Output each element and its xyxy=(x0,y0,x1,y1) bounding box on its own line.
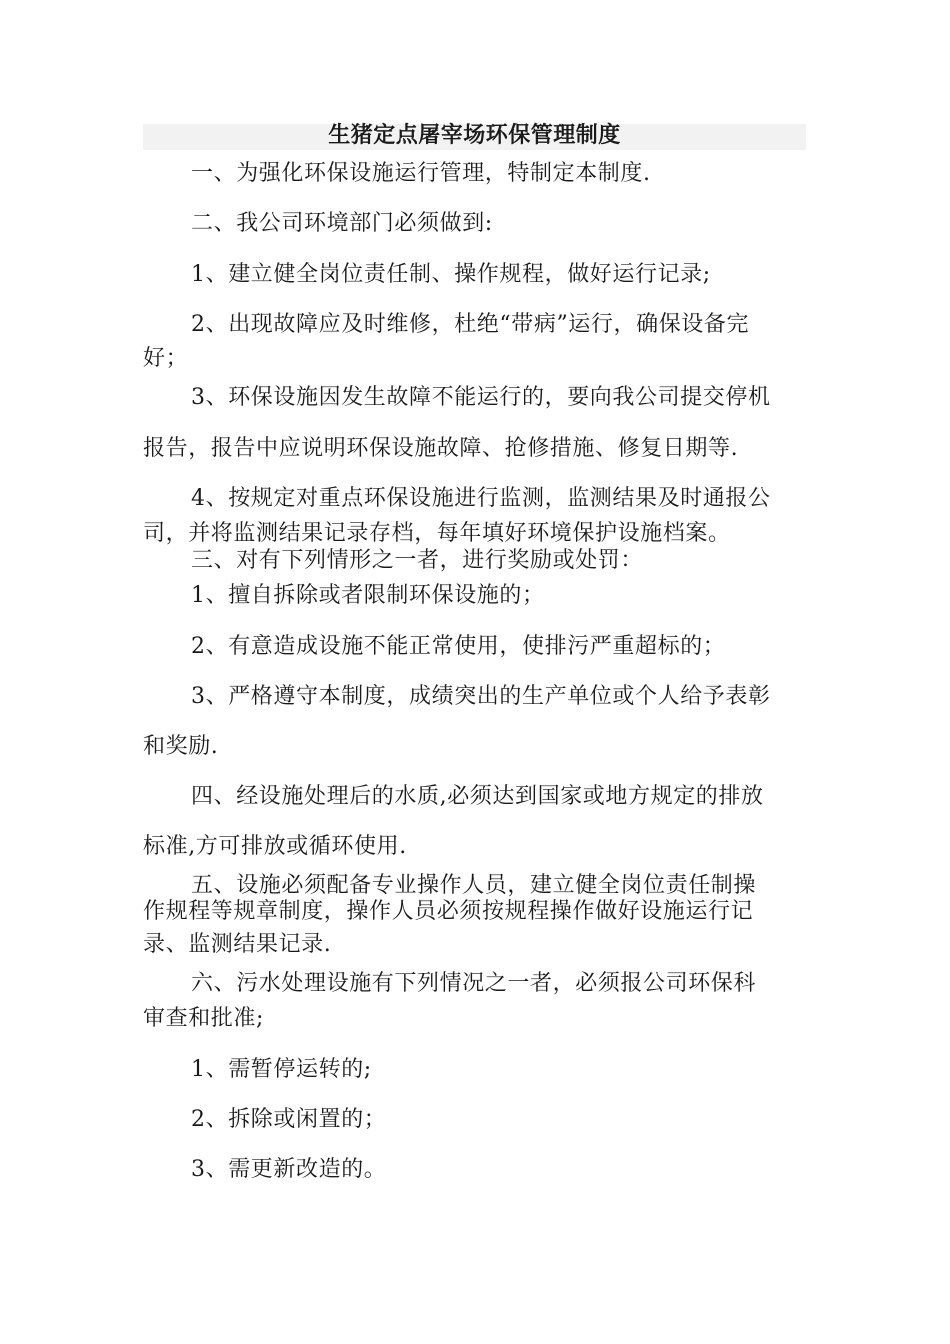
paragraph-line: 一、为强化环保设施运行管理，特制定本制度. xyxy=(191,161,651,186)
paragraph-line: 3、环保设施因发生故障不能运行的，要向我公司提交停机 xyxy=(191,385,771,410)
paragraph-line: 司，并将监测结果记录存档，每年填好环境保护设施档案。 xyxy=(143,521,731,546)
paragraph-line: 六、污水处理设施有下列情况之一者，必须报公司环保科 xyxy=(191,971,757,996)
paragraph-line: 3、严格遵守本制度，成绩突出的生产单位或个人给予表彰 xyxy=(191,684,771,709)
paragraph-line: 2、出现故障应及时维修，杜绝“带病”运行，确保设备完 xyxy=(191,312,750,337)
paragraph-line: 2、有意造成设施不能正常使用，使排污严重超标的； xyxy=(191,634,726,659)
paragraph-line: 1、需暂停运转的; xyxy=(191,1057,372,1082)
paragraph-line: 4、按规定对重点环保设施进行监测，监测结果及时通报公 xyxy=(191,486,771,511)
paragraph-line: 审查和批准; xyxy=(143,1006,265,1031)
paragraph-line: 作规程等规章制度，操作人员必须按规程操作做好设施运行记 xyxy=(143,899,754,924)
paragraph-line: 报告，报告中应说明环保设施故障、抢修措施、修复日期等. xyxy=(143,436,739,461)
paragraph-line: 二、我公司环境部门必须做到: xyxy=(191,211,493,236)
paragraph-line: 2、拆除或闲置的； xyxy=(191,1107,387,1132)
paragraph-line: 1、擅自拆除或者限制环保设施的； xyxy=(191,583,545,608)
paragraph-line: 录、监测结果记录. xyxy=(143,932,332,957)
paragraph-line: 三、对有下列情形之一者，进行奖励或处罚： xyxy=(191,548,644,573)
paragraph-line: 标准,方可排放或循环使用. xyxy=(143,834,407,859)
paragraph-line: 和奖励. xyxy=(143,734,219,759)
paragraph-line: 3、需更新改造的。 xyxy=(191,1157,387,1182)
paragraph-line: 好； xyxy=(143,346,189,371)
paragraph-line: 四、经设施处理后的水质,必须达到国家或地方规定的排放 xyxy=(191,784,764,809)
paragraph-line: 1、建立健全岗位责任制、操作规程，做好运行记录; xyxy=(191,262,711,287)
paragraph-line: 五、设施必须配备专业操作人员，建立健全岗位责任制操 xyxy=(191,873,757,898)
document-title: 生猪定点屠宰场环保管理制度 xyxy=(328,123,621,148)
